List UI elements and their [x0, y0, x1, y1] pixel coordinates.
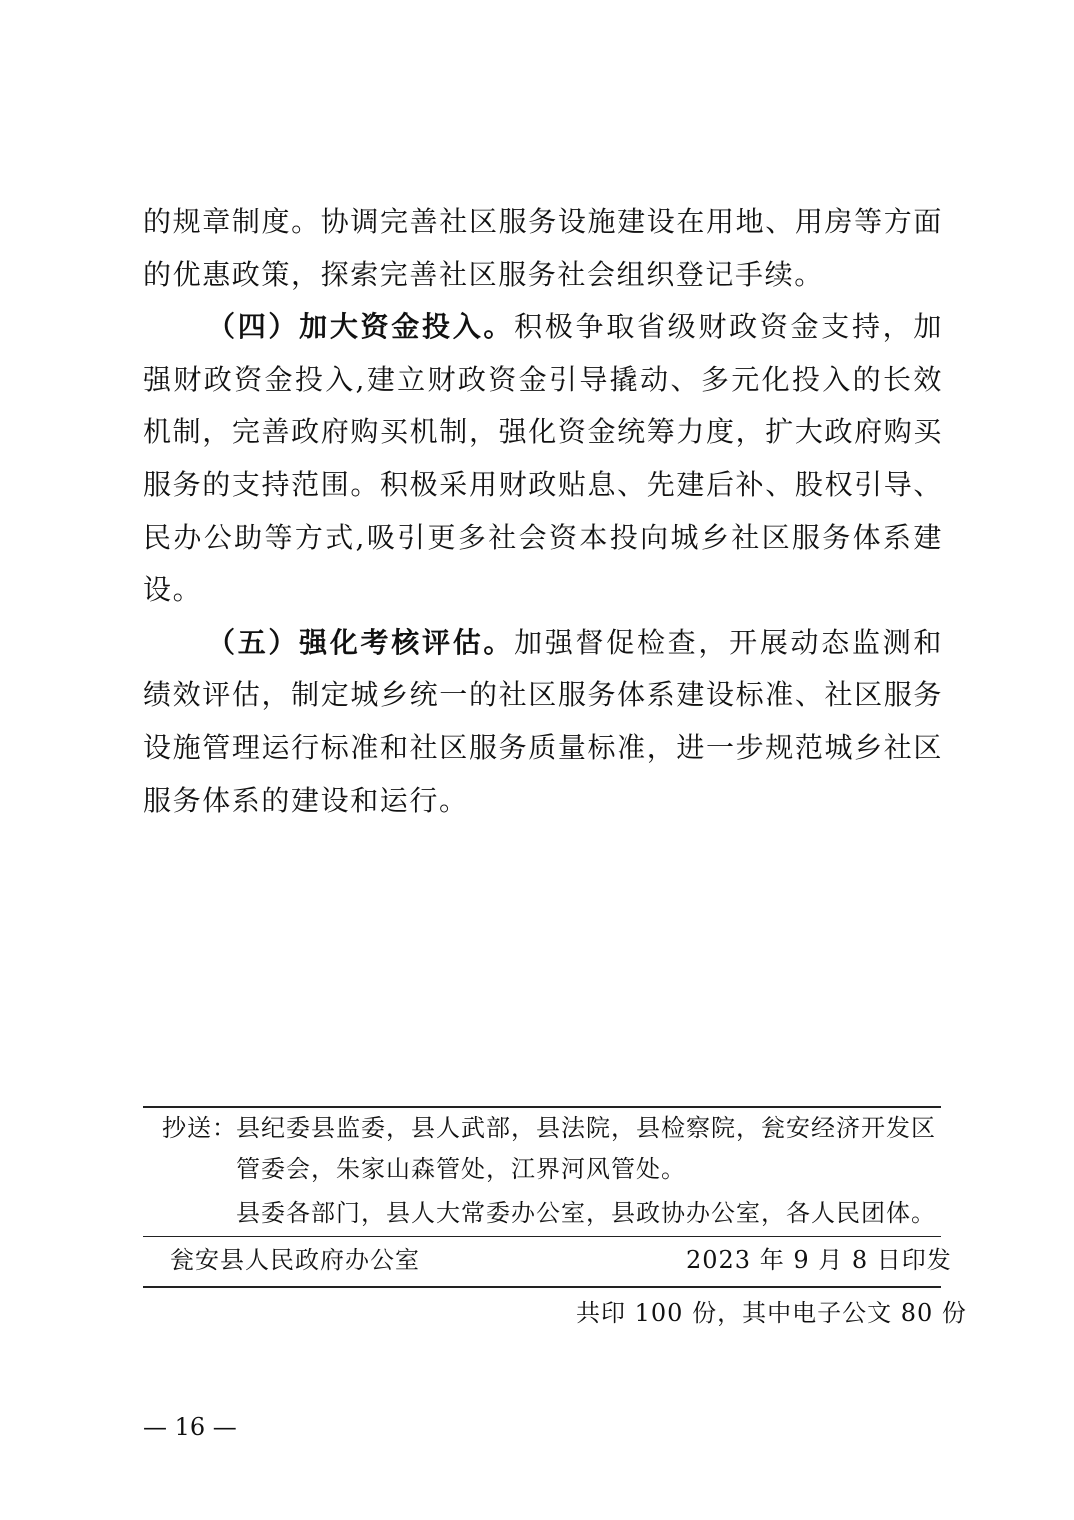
issue-date: 2023 年 9 月 8 日印发: [686, 1246, 952, 1274]
bottom-divider: [143, 1286, 941, 1288]
copies-note: 共印 100 份，其中电子公文 80 份: [576, 1299, 967, 1327]
page-number: — 16 —: [143, 1413, 237, 1441]
paragraph-text: 加强督促检查，开展动态监测和绩效评估，制定城乡统一的社区服务体系建设标准、社区服务设施管理运行标准和社区服务质量标准，进一步规范城乡社区服务体系的建设和运行。: [143, 625, 943, 817]
middle-divider: [143, 1236, 941, 1237]
paragraph-continuation: [143, 196, 943, 301]
paragraph-funding: [143, 301, 943, 617]
paragraph-heading: （五）强化考核评估。: [207, 625, 515, 659]
body-text: [143, 196, 943, 827]
paragraph-heading: （四）加大资金投入。: [207, 310, 515, 344]
cc-recipients-line-3: 县委各部门，县人大常委办公室，县政协办公室，各人民团体。: [236, 1199, 936, 1227]
cc-label: 抄送：: [162, 1114, 237, 1142]
cc-recipients-line-1: 县纪委县监委，县人武部，县法院，县检察院，瓮安经济开发区: [236, 1114, 936, 1142]
paragraph-text: 积极争取省级财政资金支持，加强财政资金投入,建立财政资金引导撬动、多元化投入的长效机制，完善政府购买机制，强化资金统筹力度，扩大政府购买服务的支持范围。积极采用财政贴息、先建后补、股权引导、民办公助等方式,吸引更多社会资本投向城乡社区服务体系建设。: [143, 310, 943, 607]
issuer: 瓮安县人民政府办公室: [170, 1246, 420, 1274]
cc-recipients-line-2: 管委会，朱家山森管处，江界河风管处。: [236, 1155, 686, 1183]
top-divider: [143, 1106, 941, 1108]
paragraph-text: 的规章制度。协调完善社区服务设施建设在用地、用房等方面的优惠政策，探索完善社区服务社会组织登记手续。: [143, 205, 943, 291]
paragraph-evaluation: [143, 617, 943, 827]
